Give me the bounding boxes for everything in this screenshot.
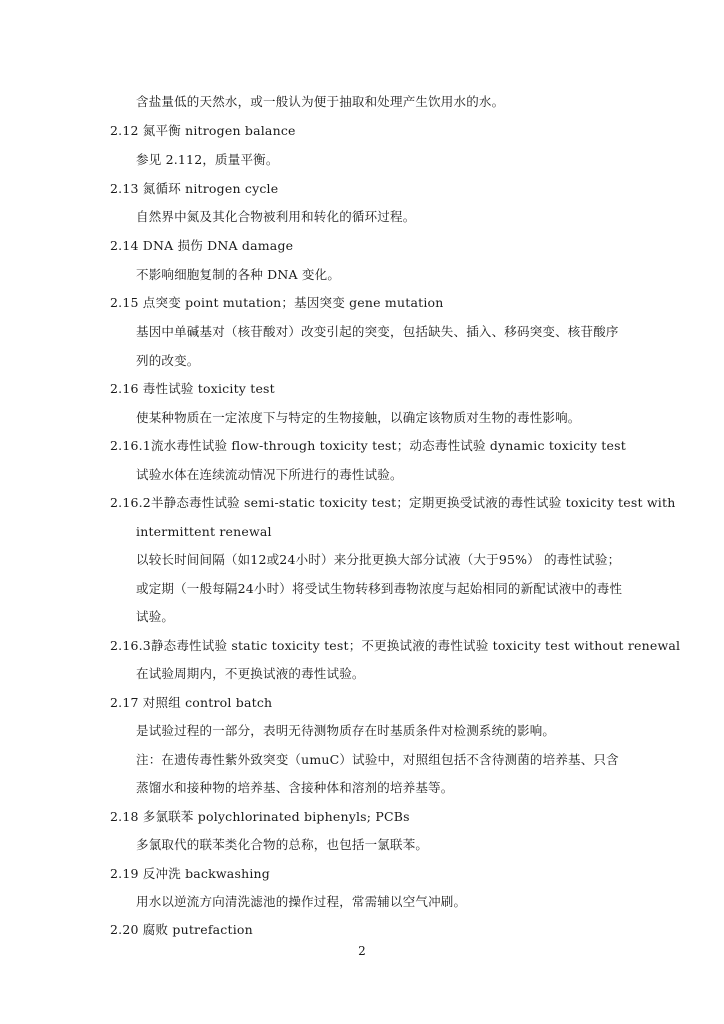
text-line: 参见 2.112，质量平衡。	[136, 152, 279, 167]
text-line: intermittent renewal	[136, 524, 272, 539]
term-heading: 2.17 对照组 control batch	[110, 695, 273, 710]
text-line: 用水以逆流方向清洗滤池的操作过程，常需辅以空气冲刷。	[136, 894, 467, 909]
text-line: 多氯取代的联苯类化合物的总称，也包括一氯联苯。	[136, 837, 429, 852]
text-line: 或定期（一般每隔24小时）将受试生物转移到毒物浓度与起始相同的新配试液中的毒性	[136, 581, 623, 596]
text-line: 含盐量低的天然水，或一般认为便于抽取和处理产生饮用水的水。	[136, 94, 505, 109]
term-heading: 2.13 氮循环 nitrogen cycle	[110, 181, 279, 196]
text-line: 是试验过程的一部分，表明无待测物质存在时基质条件对检测系统的影响。	[136, 723, 556, 738]
text-line: 试验水体在连续流动情况下所进行的毒性试验。	[136, 467, 403, 482]
text-line: 自然界中氮及其化合物被利用和转化的循环过程。	[136, 209, 416, 224]
text-line: 试验。	[136, 609, 175, 624]
term-heading: 2.12 氮平衡 nitrogen balance	[110, 123, 296, 138]
note-line: 蒸馏水和接种物的培养基、含接种体和溶剂的培养基等。	[136, 780, 454, 795]
term-heading: 2.16 毒性试验 toxicity test	[110, 381, 275, 396]
term-heading: 2.18 多氯联苯 polychlorinated biphenyls; PCBs	[110, 809, 410, 824]
text-line: 使某种物质在一定浓度下与特定的生物接触，以确定该物质对生物的毒性影响。	[136, 410, 581, 425]
term-heading: 2.16.2半静态毒性试验 semi-static toxicity test；定期更换受试液的毒性试验 toxicity test with	[110, 495, 676, 510]
term-heading: 2.15 点突变 point mutation；基因突变 gene mutation	[110, 295, 444, 310]
text-line: 列的改变。	[136, 353, 200, 368]
text-line: 在试验周期内，不更换试液的毒性试验。	[136, 666, 365, 681]
page-number: 2	[358, 944, 366, 958]
text-line: 以较长时间间隔（如12或24小时）来分批更换大部分试液（大于95%） 的毒性试验；	[136, 552, 621, 567]
term-heading: 2.19 反冲洗 backwashing	[110, 866, 270, 881]
text-line: 不影响细胞复制的各种 DNA 变化。	[136, 267, 341, 282]
term-heading: 2.20 腐败 putrefaction	[110, 922, 253, 937]
term-heading: 2.16.3静态毒性试验 static toxicity test；不更换试液的毒性试验 toxicity test without renewal	[110, 638, 681, 653]
term-heading: 2.14 DNA 损伤 DNA damage	[110, 238, 294, 253]
text-line: 基因中单碱基对（核苷酸对）改变引起的突变，包括缺失、插入、移码突变、核苷酸序	[136, 324, 619, 339]
note-line: 注：在遗传毒性紫外致突变（umuC）试验中，对照组包括不含待测菌的培养基、只含	[136, 752, 619, 767]
term-heading: 2.16.1流水毒性试验 flow-through toxicity test；动态毒性试验 dynamic toxicity test	[110, 438, 626, 453]
